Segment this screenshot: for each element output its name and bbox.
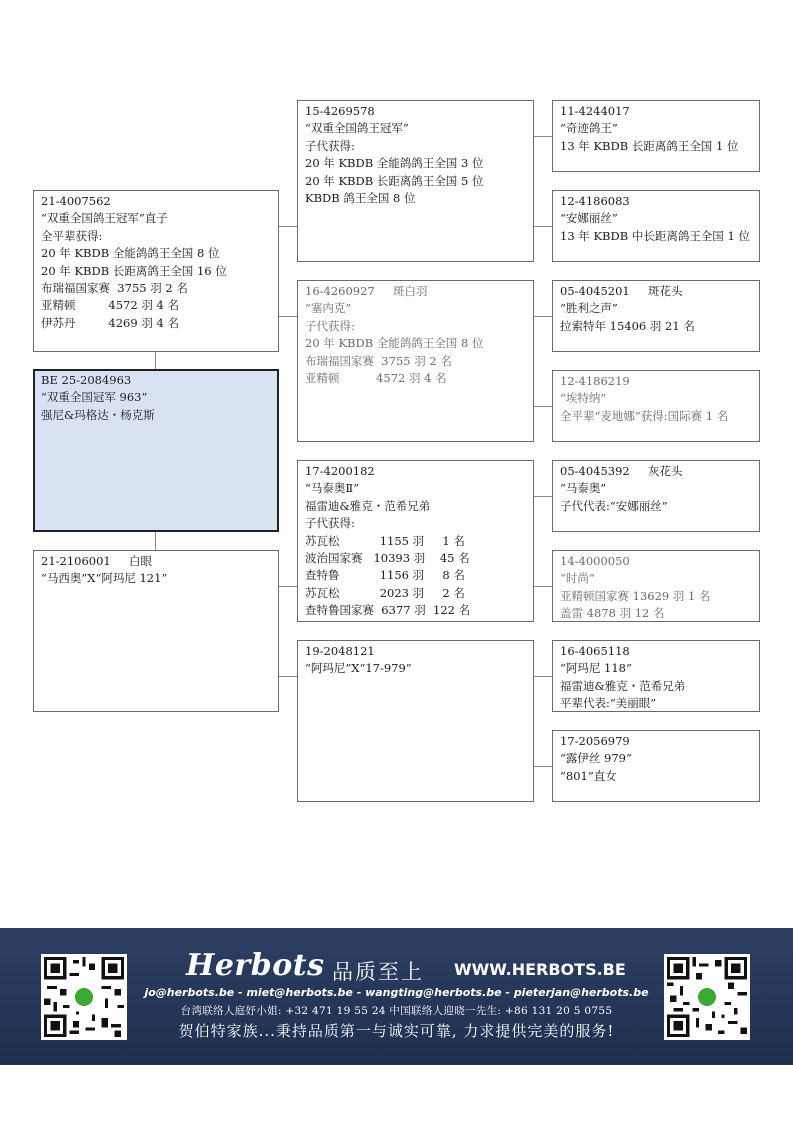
pedigree-line: 全平辈获得: bbox=[41, 228, 103, 243]
pedigree-line: “胜利之声” bbox=[560, 301, 618, 316]
sdd-box bbox=[552, 370, 760, 442]
pedigree-line: “马西奥”X“阿玛尼 121” bbox=[41, 571, 168, 586]
dss-box bbox=[552, 460, 760, 532]
pedigree-line: 21-4007562 bbox=[41, 194, 111, 208]
contact-numbers: 台湾联络人庭妤小姐: +32 471 19 55 24 中国联络人迎晓一先生: +86 131 20 5 0755 bbox=[180, 1005, 613, 1017]
connector bbox=[534, 676, 552, 677]
pedigree-line: “塞内克” bbox=[305, 301, 352, 316]
pedigree-line: 20 年 KBDB 全能鸽鸽王全国 3 位 bbox=[305, 156, 484, 171]
pedigree-line: 20 年 KBDB 长距离鸽王全国 5 位 bbox=[305, 173, 484, 188]
pedigree-line: “双重全国鸽王冠军” bbox=[305, 121, 409, 136]
connector bbox=[534, 136, 552, 137]
sire-dam-box bbox=[297, 280, 534, 442]
pedigree-line: “安娜丽丝” bbox=[560, 211, 618, 226]
pedigree-line: “阿玛尼”X“17-979” bbox=[305, 661, 412, 676]
connector bbox=[279, 226, 297, 227]
connector bbox=[155, 532, 156, 550]
dam-sire-box bbox=[297, 460, 534, 622]
pedigree-line: 亚精顿 4572 羽 4 名 bbox=[305, 371, 447, 386]
tagline: 贺伯特家族...秉持品质第一与诚实可靠, 力求提供完美的服务! bbox=[178, 1022, 615, 1040]
pedigree-line: “奇迹鸽王” bbox=[560, 121, 618, 136]
pedigree-line: “801”直女 bbox=[560, 768, 617, 783]
pedigree-line: 盖雷 4878 羽 12 名 bbox=[560, 606, 665, 621]
dds-box bbox=[552, 640, 760, 712]
pedigree-line: “时尚” bbox=[560, 571, 595, 586]
connector bbox=[534, 586, 552, 587]
pedigree-line: 12-4186083 bbox=[560, 194, 630, 208]
ddd-box bbox=[552, 730, 760, 802]
connector bbox=[534, 226, 552, 227]
connector bbox=[534, 406, 552, 407]
pedigree-line: 查特鲁国家赛 6377 羽 122 名 bbox=[305, 603, 471, 618]
pedigree-line: 查特鲁 1156 羽 8 名 bbox=[305, 568, 465, 583]
pedigree-line: 子代获得: bbox=[305, 516, 355, 531]
pedigree-line: 子代获得: bbox=[305, 318, 355, 333]
connector bbox=[534, 496, 552, 497]
pedigree-line: “埃特纳” bbox=[560, 391, 607, 406]
connector bbox=[155, 352, 156, 369]
pedigree-line: 亚精顿国家赛 13629 羽 1 名 bbox=[560, 588, 711, 603]
pedigree-line: 波治国家赛 10393 羽 45 名 bbox=[305, 551, 470, 566]
brand-row bbox=[186, 948, 626, 988]
sire-sire-box bbox=[297, 100, 534, 262]
pedigree-line: “露伊丝 979” bbox=[560, 751, 632, 766]
pedigree-line: “阿玛尼 118” bbox=[560, 661, 632, 676]
pedigree-line: 15-4269578 bbox=[305, 104, 375, 118]
pedigree-line: 全平辈“麦地娜”获得:国际赛 1 名 bbox=[560, 408, 729, 423]
pedigree-line: “双重全国鸽王冠军”直子 bbox=[41, 211, 168, 226]
pedigree-line: 05-4045201 斑花头 bbox=[560, 284, 683, 298]
pedigree-line: 平辈代表:“美丽眼” bbox=[560, 696, 657, 711]
sds-box bbox=[552, 280, 760, 352]
pedigree-line: 伊苏丹 4269 羽 4 名 bbox=[41, 315, 179, 330]
sire-box bbox=[33, 190, 279, 352]
herbots-logo: Herbots bbox=[186, 948, 325, 983]
pedigree-line: 13 年 KBDB 中长距离鸽王全国 1 位 bbox=[560, 228, 750, 243]
pedigree-line: 16-4260927 斑白羽 bbox=[305, 284, 428, 298]
subject-breeder: 强尼&玛格达・杨克斯 bbox=[41, 407, 155, 422]
subject-box bbox=[33, 369, 279, 532]
pedigree-line: 苏瓦松 1155 羽 1 名 bbox=[305, 533, 465, 548]
pedigree-line: 20 年 KBDB 长距离鸽王全国 16 位 bbox=[41, 263, 227, 278]
pedigree-line: 子代获得: bbox=[305, 138, 355, 153]
connector bbox=[534, 316, 552, 317]
dsd-box bbox=[552, 550, 760, 622]
pedigree-line: 福雷迪&雅克・范希兄弟 bbox=[305, 498, 431, 513]
pedigree-line: 11-4244017 bbox=[560, 104, 630, 118]
pedigree-line: 16-4065118 bbox=[560, 644, 630, 658]
email-links[interactable]: jo@herbots.be - miet@herbots.be - wangting@herbots.be - pieterjan@herbots.be bbox=[144, 986, 649, 999]
pedigree-line: 13 年 KBDB 长距离鸽王全国 1 位 bbox=[560, 138, 739, 153]
pedigree-line: 布瑞福国家赛 3755 羽 2 名 bbox=[305, 353, 452, 368]
connector bbox=[534, 766, 552, 767]
wechat-icon bbox=[698, 988, 716, 1006]
ssd-box bbox=[552, 190, 760, 262]
connector bbox=[279, 586, 297, 587]
connector bbox=[279, 316, 297, 317]
dam-dam-box bbox=[297, 640, 534, 802]
pedigree-line: 21-2106001 白眼 bbox=[41, 554, 153, 568]
pedigree-line: 17-4200182 bbox=[305, 464, 375, 478]
pedigree-line: KBDB 鸽王全国 8 位 bbox=[305, 191, 416, 206]
website-link[interactable]: WWW.HERBOTS.BE bbox=[454, 960, 626, 979]
pedigree-line: 20 年 KBDB 全能鸽鸽王全国 8 位 bbox=[305, 336, 484, 351]
pedigree-line: 子代代表:“安娜丽丝” bbox=[560, 498, 668, 513]
pedigree-line: 亚精顿 4572 羽 4 名 bbox=[41, 298, 179, 313]
subject-name: “双重全国冠军 963” bbox=[41, 390, 148, 405]
pedigree-line: 19-2048121 bbox=[305, 644, 375, 658]
qr-code-right[interactable] bbox=[664, 954, 750, 1040]
pedigree-line: 福雷迪&雅克・范希兄弟 bbox=[560, 678, 686, 693]
pedigree-line: 20 年 KBDB 全能鸽鸽王全国 8 位 bbox=[41, 246, 220, 261]
pedigree-line: “马泰奥” bbox=[560, 481, 607, 496]
pedigree-line: 05-4045392 灰花头 bbox=[560, 464, 683, 478]
slogan: 品质至上 bbox=[332, 960, 424, 984]
pedigree-line: 苏瓦松 2023 羽 2 名 bbox=[305, 585, 465, 600]
pedigree-line: 17-2056979 bbox=[560, 734, 630, 748]
sss-box bbox=[552, 100, 760, 172]
footer-banner bbox=[0, 928, 793, 1065]
pedigree-line: 拉索特年 15406 羽 21 名 bbox=[560, 318, 695, 333]
connector bbox=[279, 676, 297, 677]
pedigree-line: 12-4186219 bbox=[560, 374, 630, 388]
pedigree-line: “马泰奥Ⅱ” bbox=[305, 481, 360, 496]
pedigree-line: 布瑞福国家赛 3755 羽 2 名 bbox=[41, 281, 188, 296]
dam-box bbox=[33, 550, 279, 712]
subject-ring-number: BE 25-2084963 bbox=[41, 373, 132, 387]
pedigree-line: 14-4000050 bbox=[560, 554, 630, 568]
